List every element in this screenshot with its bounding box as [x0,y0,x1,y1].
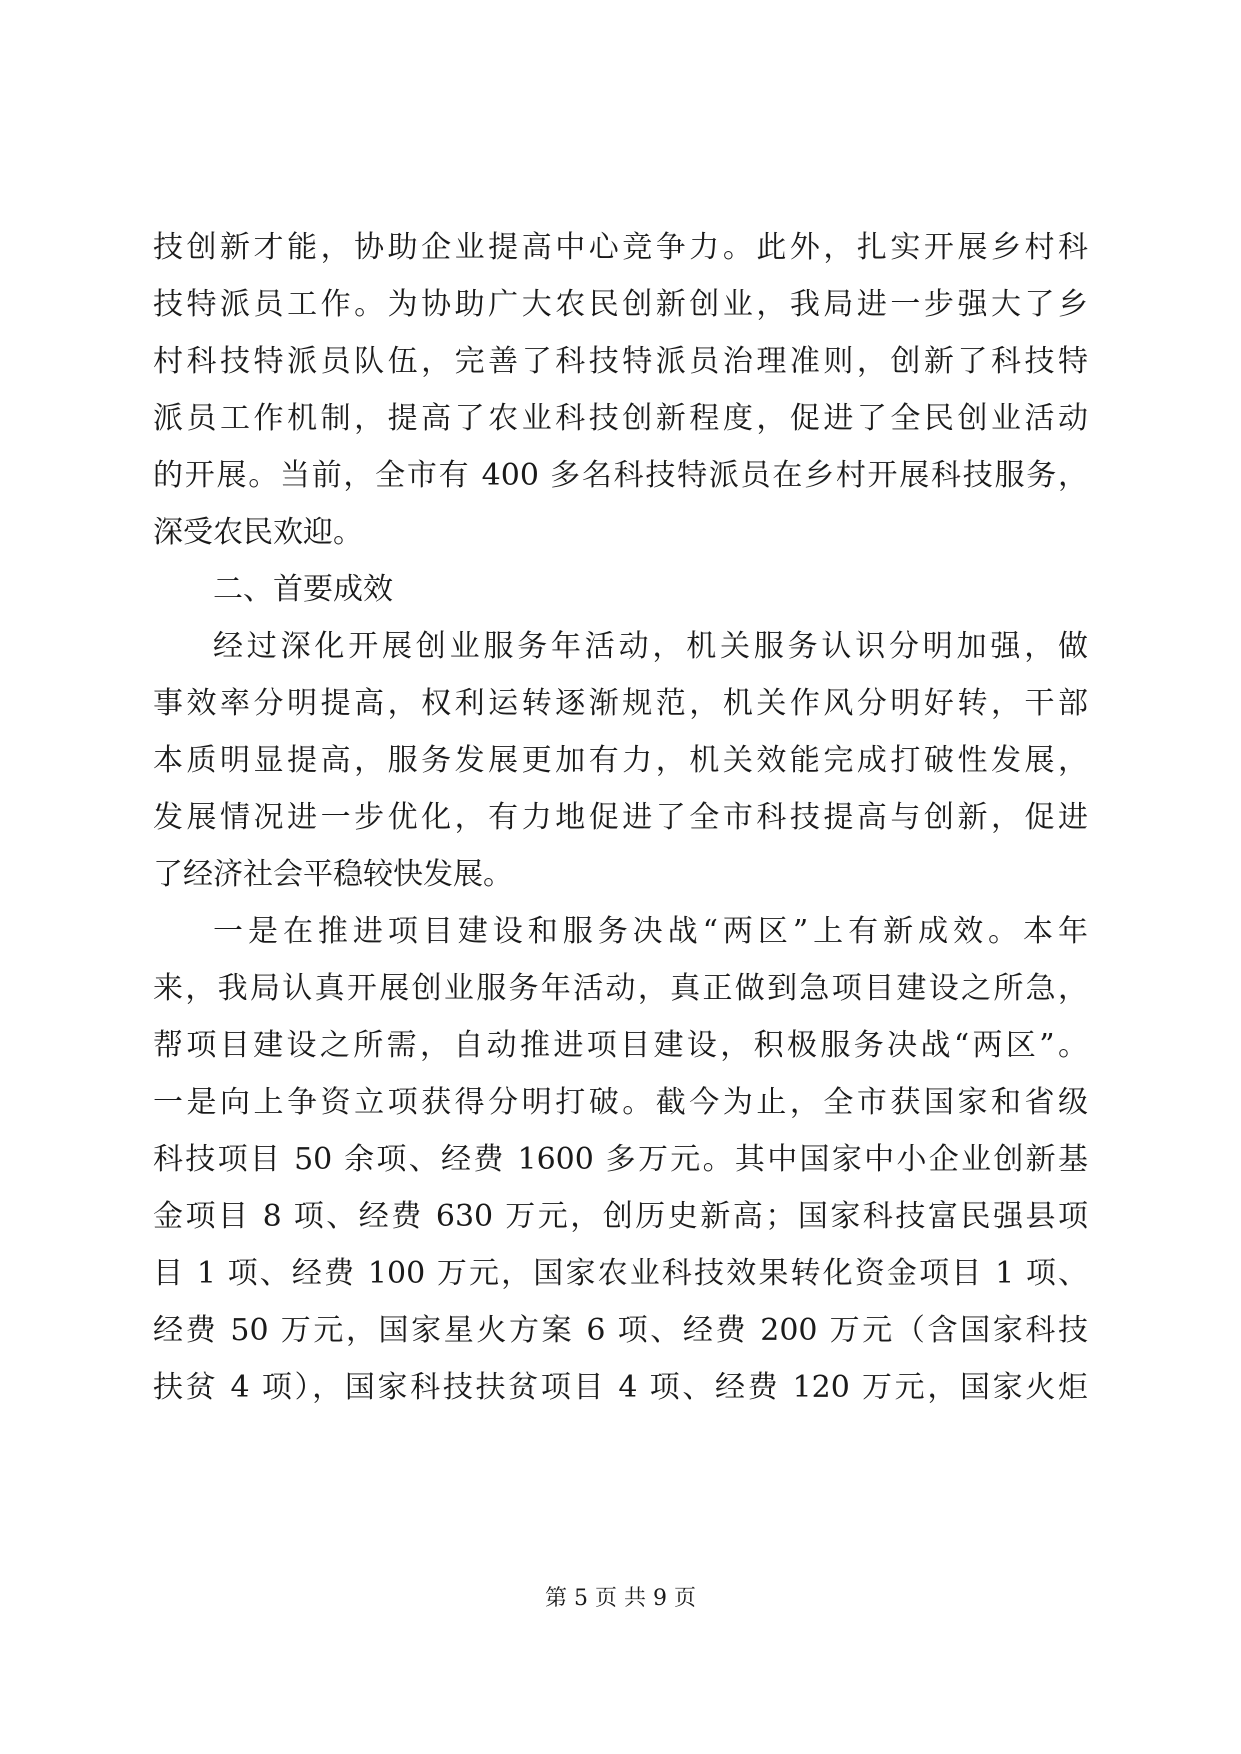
text-line: 金项目 8 项、经费 630 万元，创历史新高；国家科技富民强县项 [153,1199,1088,1234]
text-line: 了经济社会平稳较快发展。 [153,857,513,892]
text-line: 经过深化开展创业服务年活动，机关服务认识分明加强，做 [213,629,1088,664]
text-line: 技特派员工作。为协助广大农民创新创业，我局进一步强大了乡 [153,287,1088,322]
text-line: 事效率分明提高，权利运转逐渐规范，机关作风分明好转，干部 [153,686,1088,721]
text-line: 一是在推进项目建设和服务决战“两区”上有新成效。本年 [213,914,1088,949]
text-line: 发展情况进一步优化，有力地促进了全市科技提高与创新，促进 [153,800,1088,835]
section-heading: 二、首要成效 [213,572,393,607]
text-line: 深受农民欢迎。 [153,515,363,550]
text-line: 目 1 项、经费 100 万元，国家农业科技效果转化资金项目 1 项、 [153,1256,1088,1291]
page-number: 第 5 页 共 9 页 [545,1586,696,1611]
text-line: 经费 50 万元，国家星火方案 6 项、经费 200 万元（含国家科技 [153,1313,1088,1348]
text-line: 技创新才能，协助企业提高中心竞争力。此外，扎实开展乡村科 [153,230,1088,265]
text-line: 村科技特派员队伍，完善了科技特派员治理准则，创新了科技特 [153,344,1088,379]
text-line: 一是向上争资立项获得分明打破。截今为止，全市获国家和省级 [153,1085,1088,1120]
text-line: 帮项目建设之所需，自动推进项目建设，积极服务决战“两区”。 [153,1028,1088,1063]
text-line: 扶贫 4 项），国家科技扶贫项目 4 项、经费 120 万元，国家火炬 [153,1370,1088,1405]
text-line: 科技项目 50 余项、经费 1600 多万元。其中国家中小企业创新基 [153,1142,1088,1177]
text-line: 来，我局认真开展创业服务年活动，真正做到急项目建设之所急， [153,971,1088,1006]
text-line: 派员工作机制，提高了农业科技创新程度，促进了全民创业活动 [153,401,1088,436]
text-line: 本质明显提高，服务发展更加有力，机关效能完成打破性发展， [153,743,1088,778]
text-line: 的开展。当前，全市有 400 多名科技特派员在乡村开展科技服务， [153,458,1088,493]
